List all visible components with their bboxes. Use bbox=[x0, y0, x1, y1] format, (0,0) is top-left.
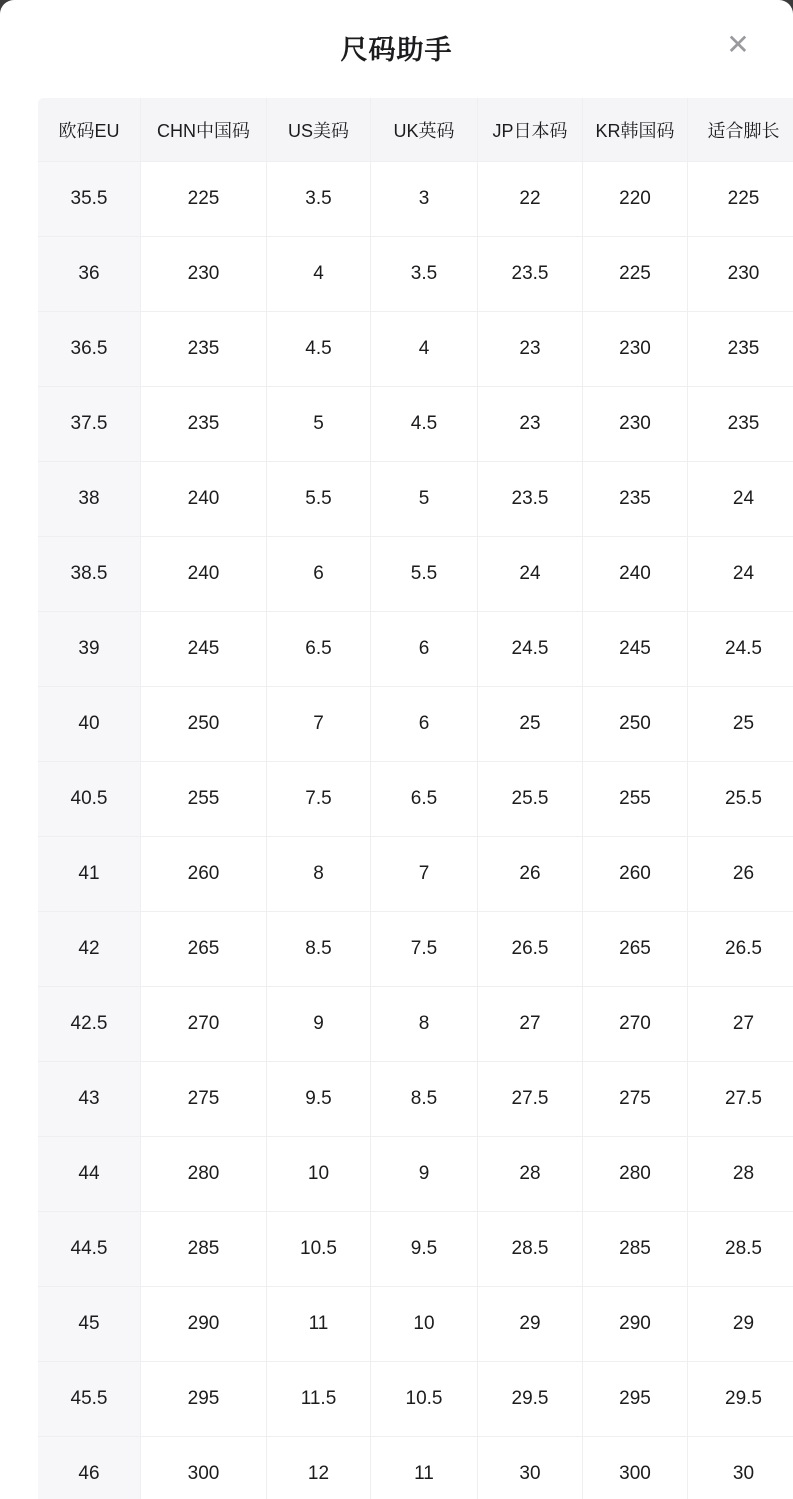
table-cell: 4 bbox=[371, 312, 477, 386]
row-header-cell: 44.5 bbox=[38, 1212, 140, 1286]
table-cell: 245 bbox=[141, 612, 266, 686]
table-cell: 9.5 bbox=[267, 1062, 370, 1136]
close-icon: ✕ bbox=[726, 29, 750, 60]
table-cell: 11 bbox=[371, 1437, 477, 1499]
table-cell: 225 bbox=[688, 162, 793, 236]
table-cell: 4.5 bbox=[267, 312, 370, 386]
table-cell: 8.5 bbox=[267, 912, 370, 986]
table-cell: 280 bbox=[583, 1137, 687, 1211]
table-cell: 5.5 bbox=[371, 537, 477, 611]
row-header-cell: 45 bbox=[38, 1287, 140, 1361]
table-cell: 295 bbox=[141, 1362, 266, 1436]
table-cell: 5.5 bbox=[267, 462, 370, 536]
row-header-cell: 36.5 bbox=[38, 312, 140, 386]
table-cell: 26.5 bbox=[478, 912, 582, 986]
table-cell: 12 bbox=[267, 1437, 370, 1499]
table-cell: 7.5 bbox=[371, 912, 477, 986]
table-cell: 235 bbox=[141, 387, 266, 461]
table-cell: 9 bbox=[371, 1137, 477, 1211]
table-cell: 4.5 bbox=[371, 387, 477, 461]
table-cell: 28.5 bbox=[478, 1212, 582, 1286]
table-cell: 10 bbox=[371, 1287, 477, 1361]
row-header-cell: 38.5 bbox=[38, 537, 140, 611]
table-cell: 255 bbox=[141, 762, 266, 836]
table-cell: 22 bbox=[478, 162, 582, 236]
table-cell: 25.5 bbox=[478, 762, 582, 836]
column-header-3: UK英码 bbox=[371, 98, 477, 161]
table-cell: 23 bbox=[478, 312, 582, 386]
table-cell: 11 bbox=[267, 1287, 370, 1361]
table-cell: 27 bbox=[688, 987, 793, 1061]
table-cell: 7 bbox=[371, 837, 477, 911]
table-cell: 245 bbox=[583, 612, 687, 686]
table-cell: 11.5 bbox=[267, 1362, 370, 1436]
row-header-cell: 41 bbox=[38, 837, 140, 911]
table-cell: 25 bbox=[688, 687, 793, 761]
table-cell: 275 bbox=[141, 1062, 266, 1136]
table-cell: 26 bbox=[478, 837, 582, 911]
table-cell: 3.5 bbox=[371, 237, 477, 311]
row-header-cell: 42 bbox=[38, 912, 140, 986]
table-cell: 230 bbox=[141, 237, 266, 311]
table-cell: 275 bbox=[583, 1062, 687, 1136]
table-cell: 25 bbox=[478, 687, 582, 761]
row-header-cell: 40.5 bbox=[38, 762, 140, 836]
table-cell: 28 bbox=[478, 1137, 582, 1211]
table-cell: 270 bbox=[141, 987, 266, 1061]
table-cell: 220 bbox=[583, 162, 687, 236]
table-cell: 290 bbox=[583, 1287, 687, 1361]
table-cell: 6.5 bbox=[267, 612, 370, 686]
column-header-2: US美码 bbox=[267, 98, 370, 161]
row-header-cell: 38 bbox=[38, 462, 140, 536]
row-header-cell: 44 bbox=[38, 1137, 140, 1211]
column-header-4: JP日本码 bbox=[478, 98, 582, 161]
table-cell: 285 bbox=[141, 1212, 266, 1286]
table-cell: 250 bbox=[141, 687, 266, 761]
table-cell: 27.5 bbox=[688, 1062, 793, 1136]
column-header-6: 适合脚长 bbox=[688, 98, 793, 161]
table-cell: 8 bbox=[267, 837, 370, 911]
table-cell: 24 bbox=[688, 462, 793, 536]
table-cell: 225 bbox=[141, 162, 266, 236]
table-cell: 23.5 bbox=[478, 462, 582, 536]
row-header-cell: 37.5 bbox=[38, 387, 140, 461]
table-cell: 5 bbox=[371, 462, 477, 536]
close-button[interactable] bbox=[715, 22, 761, 68]
table-cell: 270 bbox=[583, 987, 687, 1061]
table-cell: 26 bbox=[688, 837, 793, 911]
table-cell: 10.5 bbox=[267, 1212, 370, 1286]
table-cell: 30 bbox=[688, 1437, 793, 1499]
table-cell: 6 bbox=[371, 612, 477, 686]
table-cell: 280 bbox=[141, 1137, 266, 1211]
table-cell: 235 bbox=[688, 312, 793, 386]
table-cell: 9 bbox=[267, 987, 370, 1061]
row-header-cell: 39 bbox=[38, 612, 140, 686]
row-header-cell: 42.5 bbox=[38, 987, 140, 1061]
column-header-0: 欧码EU bbox=[38, 98, 140, 161]
table-cell: 27.5 bbox=[478, 1062, 582, 1136]
table-cell: 255 bbox=[583, 762, 687, 836]
table-cell: 23 bbox=[478, 387, 582, 461]
table-cell: 6 bbox=[371, 687, 477, 761]
table-cell: 260 bbox=[141, 837, 266, 911]
table-cell: 4 bbox=[267, 237, 370, 311]
table-cell: 24 bbox=[688, 537, 793, 611]
table-cell: 300 bbox=[583, 1437, 687, 1499]
table-cell: 230 bbox=[583, 387, 687, 461]
table-cell: 240 bbox=[583, 537, 687, 611]
row-header-cell: 46 bbox=[38, 1437, 140, 1499]
row-header-cell: 40 bbox=[38, 687, 140, 761]
table-cell: 8.5 bbox=[371, 1062, 477, 1136]
table-cell: 23.5 bbox=[478, 237, 582, 311]
table-cell: 240 bbox=[141, 537, 266, 611]
table-cell: 27 bbox=[478, 987, 582, 1061]
table-cell: 28.5 bbox=[688, 1212, 793, 1286]
table-cell: 24.5 bbox=[478, 612, 582, 686]
table-cell: 8 bbox=[371, 987, 477, 1061]
table-cell: 6 bbox=[267, 537, 370, 611]
table-cell: 235 bbox=[141, 312, 266, 386]
modal-header bbox=[0, 0, 793, 98]
table-cell: 7.5 bbox=[267, 762, 370, 836]
column-header-1: CHN中国码 bbox=[141, 98, 266, 161]
table-cell: 295 bbox=[583, 1362, 687, 1436]
table-cell: 235 bbox=[688, 387, 793, 461]
page-title: 尺码助手 bbox=[340, 35, 453, 65]
table-cell: 29.5 bbox=[688, 1362, 793, 1436]
table-cell: 265 bbox=[583, 912, 687, 986]
table-cell: 26.5 bbox=[688, 912, 793, 986]
table-cell: 250 bbox=[583, 687, 687, 761]
row-header-cell: 36 bbox=[38, 237, 140, 311]
table-cell: 230 bbox=[688, 237, 793, 311]
table-cell: 30 bbox=[478, 1437, 582, 1499]
table-cell: 290 bbox=[141, 1287, 266, 1361]
row-header-cell: 45.5 bbox=[38, 1362, 140, 1436]
size-table bbox=[38, 98, 793, 1499]
table-cell: 265 bbox=[141, 912, 266, 986]
table-cell: 225 bbox=[583, 237, 687, 311]
column-header-5: KR韩国码 bbox=[583, 98, 687, 161]
table-cell: 29 bbox=[478, 1287, 582, 1361]
table-cell: 7 bbox=[267, 687, 370, 761]
table-cell: 300 bbox=[141, 1437, 266, 1499]
table-cell: 29 bbox=[688, 1287, 793, 1361]
table-cell: 3 bbox=[371, 162, 477, 236]
table-cell: 10 bbox=[267, 1137, 370, 1211]
table-cell: 5 bbox=[267, 387, 370, 461]
table-cell: 24 bbox=[478, 537, 582, 611]
table-cell: 3.5 bbox=[267, 162, 370, 236]
table-cell: 29.5 bbox=[478, 1362, 582, 1436]
table-cell: 28 bbox=[688, 1137, 793, 1211]
table-cell: 230 bbox=[583, 312, 687, 386]
table-cell: 285 bbox=[583, 1212, 687, 1286]
table-cell: 260 bbox=[583, 837, 687, 911]
table-cell: 240 bbox=[141, 462, 266, 536]
table-cell: 235 bbox=[583, 462, 687, 536]
table-cell: 10.5 bbox=[371, 1362, 477, 1436]
table-cell: 9.5 bbox=[371, 1212, 477, 1286]
row-header-cell: 35.5 bbox=[38, 162, 140, 236]
table-cell: 24.5 bbox=[688, 612, 793, 686]
row-header-cell: 43 bbox=[38, 1062, 140, 1136]
table-cell: 6.5 bbox=[371, 762, 477, 836]
table-cell: 25.5 bbox=[688, 762, 793, 836]
